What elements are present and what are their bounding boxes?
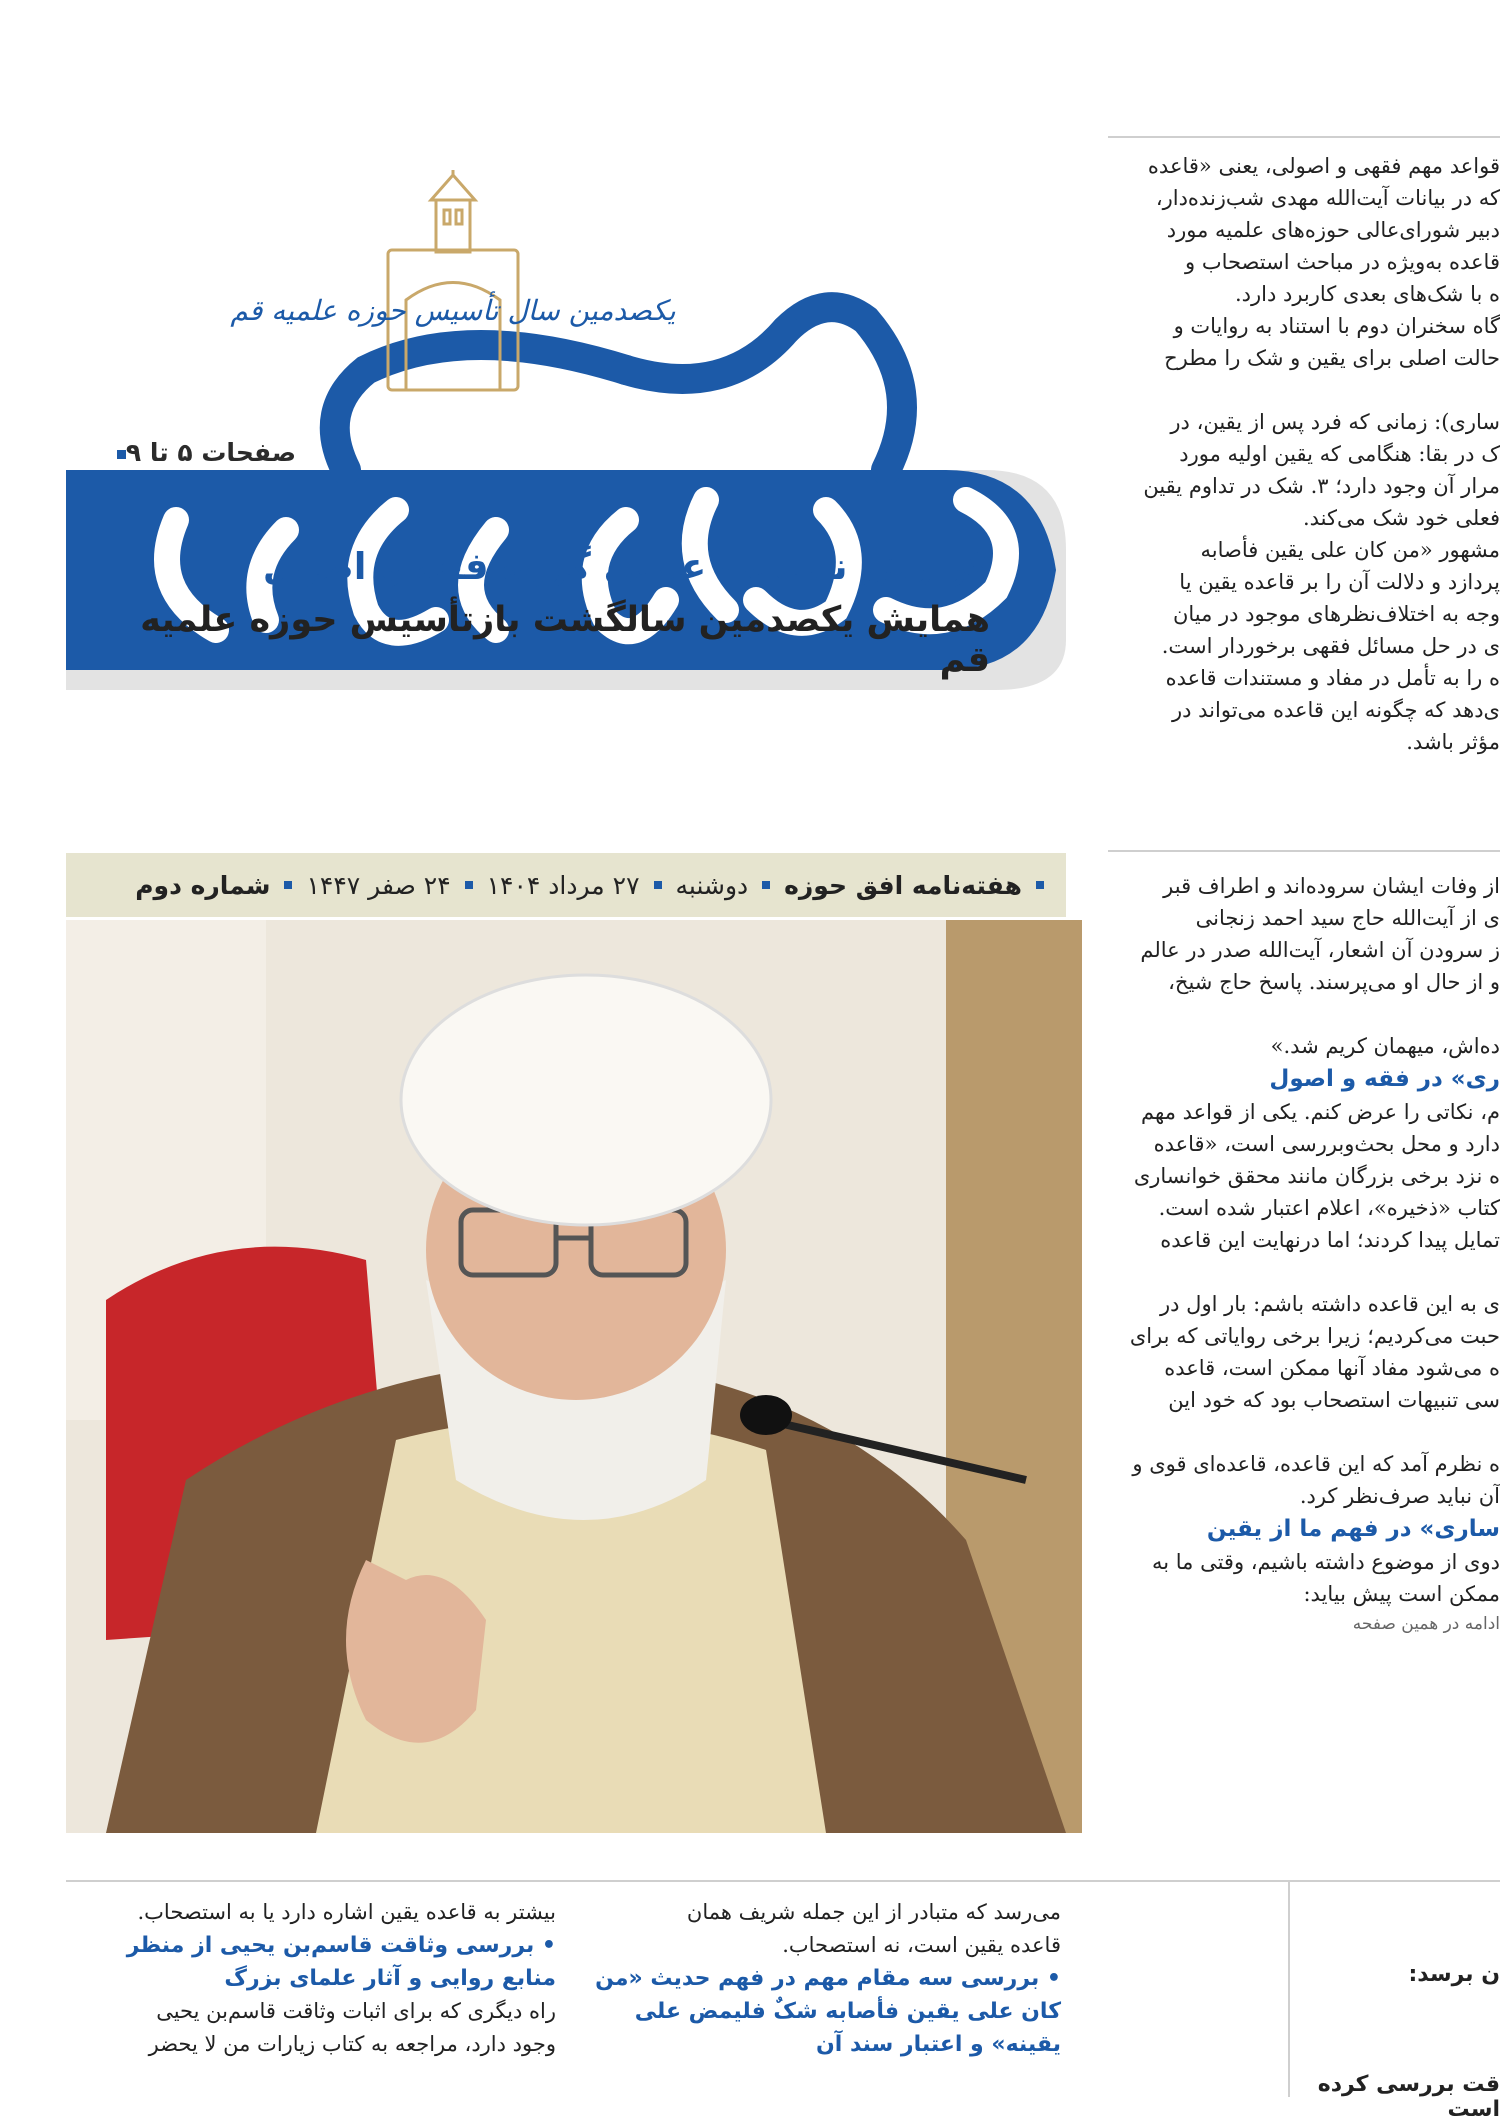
text-line: کتاب «ذخیره»، اعلام اعتبار شده است. [1158, 1196, 1500, 1220]
right-article-column [1108, 130, 1500, 1830]
text-line: وجود دارد، مراجعه به کتاب زیارات من لا یحضر [148, 2032, 556, 2056]
pages-label [66, 438, 296, 474]
section-heading: • بررسی سه مقام مهم در فهم حدیث «من کان علی یقین فأصابه شکٌ فلیمض علی یقینه» و اعتبار سند آن [595, 1966, 1061, 2057]
text-line: مرار آن وجود دارد؛ ۳. شک در تداوم یقین [1143, 474, 1500, 498]
text-line: و از حال او می‌پرسند. پاسخ حاج شیخ، [1168, 970, 1500, 994]
section-heading: • بررسی وثاقت قاسم‌بن یحیی از منظر منابع روایی و آثار علمای بزرگ [126, 1933, 556, 1991]
text-line: بیشتر به قاعده یقین اشاره دارد یا به استصحاب. [137, 1900, 556, 1924]
text-line: ه می‌شود مفاد آنها ممکن است، قاعده [1164, 1356, 1500, 1380]
text-line: مشهور «من کان علی یقین فأصابه [1200, 538, 1500, 562]
text-line: فعلی خود شک می‌کند. [1302, 506, 1500, 530]
text-line: تمایل پیدا کردند؛ اما درنهایت این قاعده [1160, 1228, 1500, 1252]
text-line: راه دیگری که برای اثبات وثاقت قاسم‌بن یحیی [156, 1999, 556, 2023]
article-block-2 [1108, 870, 1500, 1634]
continuation-note: ادامه در همین صفحه [1352, 1614, 1500, 1634]
text-line [1108, 1416, 1500, 1448]
weekday: دوشنبه [675, 870, 749, 900]
subtitle-conference: همایش یکصدمین سالگشت بازتأسیس حوزه علمیه قم [140, 600, 990, 680]
square-bullet-icon [762, 881, 770, 889]
text-line: ک در بقا: هنگامی که یقین اولیه مورد [1179, 442, 1500, 466]
text-line: ن برسد: [1408, 1962, 1500, 1987]
text-line: حالت اصلی برای یقین و شک را مطرح [1164, 346, 1500, 370]
bottom-column-right [1288, 1882, 1500, 2122]
square-bullet-icon [465, 881, 473, 889]
text-line: گاه سخنران دوم با استناد به روایات و [1173, 314, 1500, 338]
text-line: از وفات ایشان سروده‌اند و اطراف قبر [1163, 874, 1500, 898]
text-line: آن نباید صرف‌نظر کرد. [1299, 1484, 1500, 1508]
bottom-column-left [76, 1896, 556, 2061]
text-line [1108, 1256, 1500, 1288]
text-line: دوی از موضوع داشته باشیم، وقتی ما به [1151, 1550, 1500, 1574]
text-line: که در بیانات آیت‌الله مهدی شب‌زنده‌دار، [1155, 186, 1500, 210]
pages-label-text: صفحات ۵ تا ۹ [125, 438, 296, 467]
cleric-photo [66, 920, 1082, 1833]
text-line: قت بررسی کرده است [1317, 2072, 1500, 2122]
turban [401, 975, 771, 1225]
text-line: مؤثر باشد. [1406, 730, 1500, 754]
publication-name: هفته‌نامه افق حوزه [784, 870, 1022, 900]
text-line: ی از آیت‌الله حاج سید احمد زنجانی [1195, 906, 1500, 930]
text-line: ده‌اش، میهمان کریم شد.» [1270, 1034, 1500, 1058]
text-line: سی تنبیهات استصحاب بود که خود این [1168, 1388, 1500, 1412]
text-line: می‌رسد که متبادر از این جمله شریف همان [686, 1900, 1061, 1924]
text-line: حبت می‌کردیم؛ زیرا برخی روایاتی که برای [1129, 1324, 1500, 1348]
date-lunar: ۲۴ صفر ۱۴۴۷ [306, 870, 451, 900]
square-bullet-icon [284, 881, 292, 889]
text-line: ه با شک‌های بعدی کاربرد دارد. [1234, 282, 1500, 306]
text-line: ه نزد برخی بزرگان مانند محقق خوانساری [1133, 1164, 1500, 1188]
text-line: م، نکاتی را عرض کنم. یکی از قواعد مهم [1141, 1100, 1500, 1124]
square-bullet-icon [654, 881, 662, 889]
text-line: ی به این قاعده داشته باشم: بار اول در [1160, 1292, 1500, 1316]
square-bullet-icon [117, 450, 126, 459]
bottom-articles [66, 1880, 1500, 2122]
text-line: وجه به اختلاف‌نظرهای موجود در میان [1172, 602, 1500, 626]
text-line: ه نظرم آمد که این قاعده، قاعده‌ای قوی و [1132, 1452, 1500, 1476]
text-line: قاعده یقین است، نه استصحاب. [782, 1933, 1061, 1957]
text-line: ساری): زمانی که فرد پس از یقین، در [1170, 410, 1500, 434]
info-bar [66, 853, 1066, 917]
text-line: دارد و محل بحث‌وبررسی است، «قاعده [1153, 1132, 1500, 1156]
subtitle-report: گزارش نشست علمی گروه فقه و اصول [262, 545, 990, 588]
seal-text: یکصدمین سال تأسیس حوزه علمیه قم [230, 294, 676, 327]
text-line: ی‌دهد که چگونه این قاعده می‌تواند در [1171, 698, 1500, 722]
text-line [1108, 998, 1500, 1030]
text-line: ی در حل مسائل فقهی برخوردار است. [1161, 634, 1500, 658]
text-line: ه را به تأمل در مفاد و مستندات قاعده [1165, 666, 1500, 690]
text-line: پردازد و دلالت آن را بر قاعده یقین یا [1179, 570, 1500, 594]
text-line: ممکن است پیش بیاید: [1303, 1582, 1500, 1606]
text-line: قواعد مهم فقهی و اصولی، یعنی «قاعده [1147, 154, 1500, 178]
issue-number: شماره دوم [135, 870, 271, 900]
square-bullet-icon [1036, 881, 1044, 889]
bottom-column-middle [581, 1896, 1061, 2061]
section-heading: ری» در فقه و اصول [1269, 1066, 1500, 1092]
text-line: ز سرودن آن اشعار، آیت‌الله صدر در عالم [1140, 938, 1500, 962]
article-block-1 [1108, 150, 1500, 758]
date-solar: ۲۷ مرداد ۱۴۰۴ [486, 870, 640, 900]
text-line [1108, 374, 1500, 406]
text-line: قاعده به‌ویژه در مباحث استصحاب و [1185, 250, 1500, 274]
section-heading: ساری» در فهم ما از یقین [1206, 1516, 1500, 1542]
microphone-icon [740, 1395, 792, 1435]
text-line: دبیر شورای‌عالی حوزه‌های علمیه مورد [1166, 218, 1500, 242]
